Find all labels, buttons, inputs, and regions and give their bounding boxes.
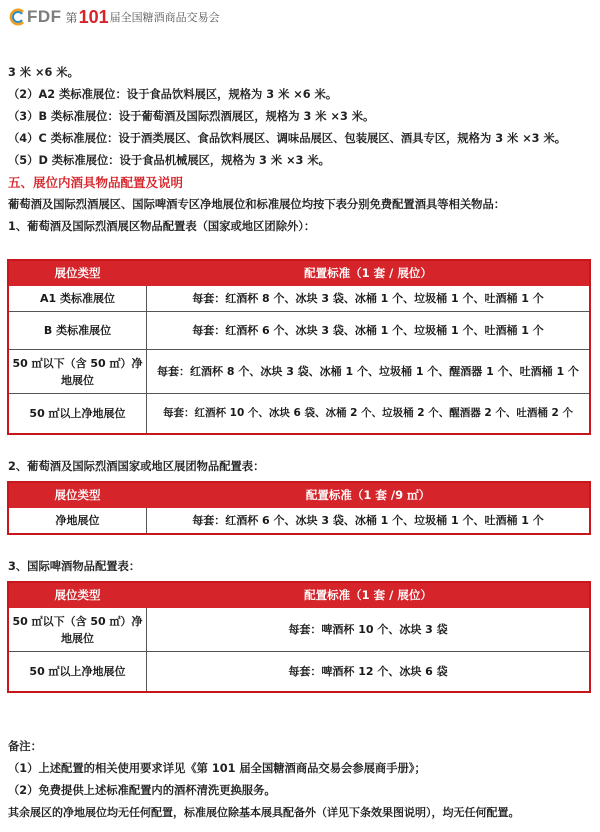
cell-config: 每套：红酒杯 8 个、冰块 3 袋、冰桶 1 个、垃圾桶 1 个、吐酒桶 1 个 [147,286,590,312]
cell-booth-type: 50 ㎡以下（含 50 ㎡）净地展位 [9,350,147,394]
cell-config: 每套：红酒杯 6 个、冰块 3 袋、冰桶 1 个、垃圾桶 1 个、吐酒桶 1 个 [147,508,590,534]
intro-line: （5）D 类标准展位：设于食品机械展区，规格为 3 米 ×3 米。 [8,154,330,167]
intro-line: （3）B 类标准展位：设于葡萄酒及国际烈酒展区，规格为 3 米 ×3 米。 [8,110,375,123]
cell-booth-type: B 类标准展位 [9,312,147,350]
intro-line: （2）A2 类标准展位：设于食品饮料展区，规格为 3 米 ×6 米。 [8,88,338,101]
cell-config: 每套：啤酒杯 12 个、冰块 6 袋 [147,652,590,692]
table-row [9,652,590,692]
intro-line: （4）C 类标准展位：设于酒类展区、食品饮料展区、调味品展区、包装展区、酒具专区，规格为 3 米 ×3 米。 [8,132,567,145]
table3 [8,582,590,692]
table-row [9,350,590,394]
header-title: 届全国糖酒商品交易会 [109,11,220,24]
cell-config: 每套：啤酒杯 10 个、冰块 3 袋 [147,608,590,652]
table2-caption: 2、葡萄酒及国际烈酒国家或地区展团物品配置表： [8,460,265,473]
table1-caption: 1、葡萄酒及国际烈酒展区物品配置表（国家或地区团除外）： [8,220,316,233]
header-session-number: 101 [78,6,109,27]
intro-line: 3 米 ×6 米。 [8,66,79,79]
column-header: 展位类型 [9,261,147,286]
column-header: 配置标准（1 套 / 展位） [147,583,590,608]
table2 [8,482,590,534]
column-header: 配置标准（1 套 / 展位） [147,261,590,286]
section-title: 五、展位内酒具物品配置及说明 [8,175,184,190]
table1 [8,260,590,434]
cell-booth-type: 50 ㎡以下（含 50 ㎡）净地展位 [9,608,147,652]
table-row [9,312,590,350]
table-row [9,286,590,312]
table3-caption: 3、国际啤酒物品配置表： [8,560,141,573]
table-header-row [9,583,590,608]
cell-booth-type: 50 ㎡以上净地展位 [9,652,147,692]
column-header: 展位类型 [9,583,147,608]
cell-booth-type: A1 类标准展位 [9,286,147,312]
cell-config: 每套：红酒杯 10 个、冰块 6 袋、冰桶 2 个、垃圾桶 2 个、醒酒器 2 个、吐酒桶 2 个 [147,394,590,434]
note-item: 其余展区的净地展位均无任何配置，标准展位除基本展具配备外（详见下条效果图说明），均无任何配置。 [8,806,520,819]
table-header-row [9,261,590,286]
logo-text: FDF [27,7,62,26]
fdf-logo-icon [8,8,26,26]
notes-title: 备注： [8,740,42,753]
note-item: （1）上述配置的相关使用要求详见《第 101 届全国糖酒商品交易会参展商手册》； [8,762,426,775]
cell-booth-type: 50 ㎡以上净地展位 [9,394,147,434]
note-item: （2）免费提供上述标准配置内的酒杯清洗更换服务。 [8,784,276,797]
column-header: 展位类型 [9,483,147,508]
page-header [8,6,220,28]
section-intro: 葡萄酒及国际烈酒展区、国际啤酒专区净地展位和标准展位均按下表分别免费配置酒具等相关物品： [8,198,506,211]
table-header-row [9,483,590,508]
table-row [9,508,590,534]
cell-booth-type: 净地展位 [9,508,147,534]
cell-config: 每套：红酒杯 6 个、冰块 3 袋、冰桶 1 个、垃圾桶 1 个、吐酒桶 1 个 [147,312,590,350]
table-row [9,394,590,434]
table-row [9,608,590,652]
cell-config: 每套：红酒杯 8 个、冰块 3 袋、冰桶 1 个、垃圾桶 1 个、醒酒器 1 个、吐酒桶 1 个 [147,350,590,394]
column-header: 配置标准（1 套 /9 ㎡） [147,483,590,508]
header-di: 第 [65,10,78,25]
